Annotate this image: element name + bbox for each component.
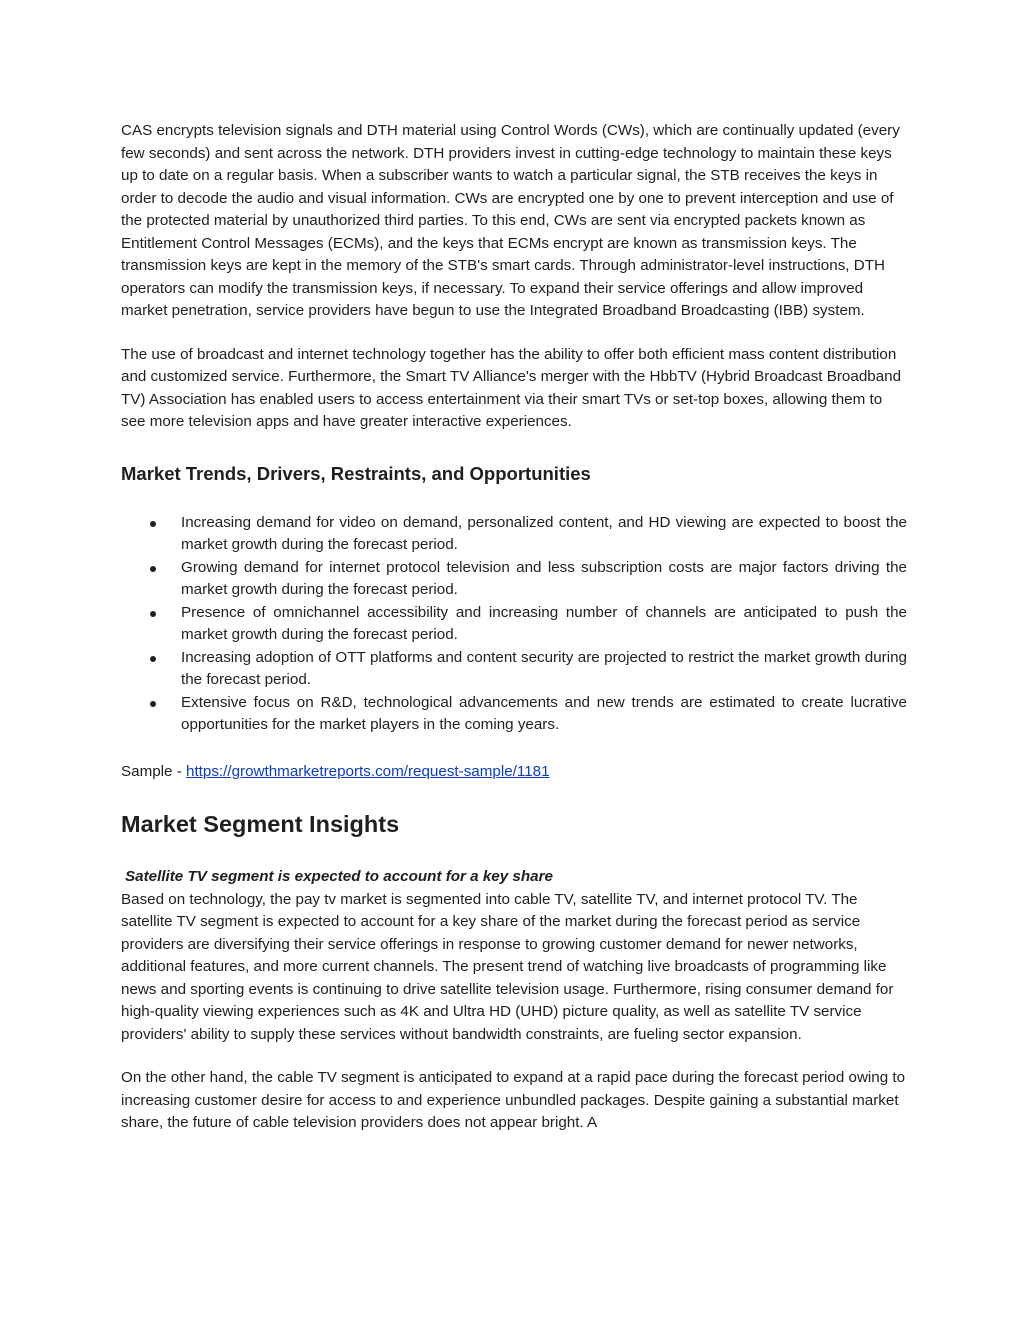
segment-paragraph-2: On the other hand, the cable TV segment is anticipated to expand at a rapid pace during the forecast period owing to increasing customer desire for access to and experience unbundled packages. Despite gaining a substantial market share, the future of cable television providers does not appear bright. A bbox=[121, 1069, 906, 1131]
intro-paragraph-1: CAS encrypts television signals and DTH material using Control Words (CWs), which are continually updated (every few seconds) and sent across the network. DTH providers invest in cutting-edge technology to maintain these keys up to date on a regular basis. When a subscriber wants to watch a particular signal, the STB receives the keys in order to decode the audio and visual information. CWs are encrypted one by one to prevent interception and use of the protected material by unauthorized third parties. To this end, CWs are sent via encrypted packets known as Entitlement Control Messages (ECMs), and the keys that ECMs encrypt are known as transmission keys. The transmission keys are kept in the memory of the STB's smart cards. Through administrator-level instructions, DTH operators can modify the transmission keys, if necessary. To expand their service offerings and allow improved market penetration, service providers have begun to use the Integrated Broadband Broadcasting (IBB) system. bbox=[121, 122, 900, 319]
bullet-icon bbox=[150, 656, 156, 662]
segment-subheading: Satellite TV segment is expected to account for a key share bbox=[125, 868, 553, 885]
list-item bbox=[121, 557, 907, 602]
list-item bbox=[121, 512, 907, 557]
segment-paragraph-1: Based on technology, the pay tv market is segmented into cable TV, satellite TV, and internet protocol TV. The satellite TV segment is expected to account for a key share of the market during the forecast period as service providers are diversifying their service offerings in response to growing customer demand for newer networks, additional features, and more current channels. The present trend of watching live broadcasts of programming like news and sporting events is continuing to drive satellite television usage. Furthermore, rising consumer demand for high-quality viewing experiences such as 4K and Ultra HD (UHD) picture quality, as well as satellite TV service providers' ability to supply these services without bandwidth constraints, are fueling sector expansion. bbox=[121, 890, 894, 1043]
sample-label: Sample - bbox=[121, 762, 186, 780]
intro-paragraph-2: The use of broadcast and internet technology together has the ability to offer both efficient mass content distribution and customized service. Furthermore, the Smart TV Alliance's merger with the HbbTV (Hybrid Broadcast Broadband TV) Association has enabled users to access entertainment via their smart TVs or set-top boxes, allowing them to see more television apps and have greater interactive experiences. bbox=[121, 345, 902, 430]
trends-heading: Market Trends, Drivers, Restraints, and Opportunities bbox=[121, 462, 591, 484]
bullet-icon bbox=[150, 521, 156, 527]
bullet-icon bbox=[150, 566, 156, 572]
sample-link[interactable]: https://growthmarketreports.com/request-sample/1181 bbox=[186, 762, 550, 780]
list-item-text: Extensive focus on R&D, technological advancements and new trends are estimated to create lucrative opportunities for the market players in the coming years. bbox=[181, 693, 907, 733]
trends-list bbox=[121, 512, 907, 737]
list-item bbox=[121, 647, 907, 692]
list-item bbox=[121, 692, 907, 737]
bullet-icon bbox=[150, 701, 156, 707]
list-item-text: Presence of omnichannel accessibility and increasing number of channels are anticipated to push the market growth during the forecast period. bbox=[181, 603, 907, 643]
list-item bbox=[121, 602, 907, 647]
bullet-icon bbox=[150, 611, 156, 617]
segment-heading: Market Segment Insights bbox=[121, 811, 400, 837]
list-item-text: Increasing adoption of OTT platforms and content security are projected to restrict the market growth during the forecast period. bbox=[181, 648, 907, 688]
document-page bbox=[121, 120, 907, 1135]
sample-line bbox=[121, 761, 907, 784]
list-item-text: Growing demand for internet protocol television and less subscription costs are major factors driving the market growth during the forecast period. bbox=[181, 558, 907, 598]
list-item-text: Increasing demand for video on demand, personalized content, and HD viewing are expected to boost the market growth during the forecast period. bbox=[181, 513, 907, 553]
